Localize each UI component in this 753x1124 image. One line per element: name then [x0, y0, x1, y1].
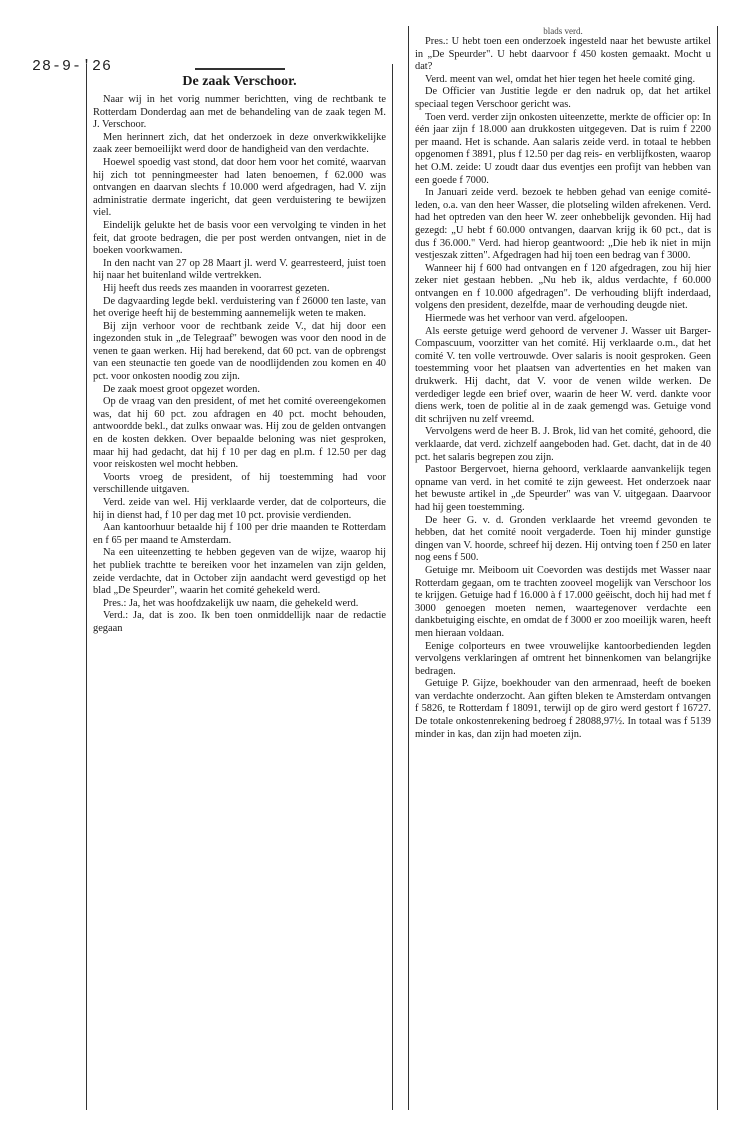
- article-paragraph: De Officier van Justitie legde er den nadruk op, dat het artikel speciaal tegen Verschoor gericht was.: [415, 86, 711, 110]
- article-paragraph: In den nacht van 27 op 28 Maart jl. werd V. gearresteerd, juist toen hij naar het buitenland wilde vertrekken.: [93, 257, 386, 282]
- article-paragraph: Men herinnert zich, dat het onderzoek in deze onverkwikkelijke zaak zeer bemoeilijkt werd door de handigheid van den verdachte.: [93, 131, 386, 156]
- article-paragraph: Na een uiteenzetting te hebben gegeven van de wijze, waarop hij het publiek trachtte te bereiken voor het inzamelen van zijn gelden, zeide verdachte, dat in October zijn aandacht werd gevestigd op het blad „De Speurder", waarin het comité gehekeld werd.: [93, 547, 386, 597]
- article-paragraph: Eindelijk gelukte het de basis voor een vervolging te vinden in het feit, dat groote bedragen, die per post werden ontvangen, niet in de boeken voorkwamen.: [93, 219, 386, 257]
- right-column-body: [415, 36, 711, 741]
- article-paragraph: Verd. zeide van wel. Hij verklaarde verder, dat de colporteurs, die hij in dienst had, f 10 per dag met 10 pct. provisie verdienden.: [93, 497, 386, 521]
- article-paragraph: Hiermede was het verhoor van verd. afgeloopen.: [425, 313, 628, 325]
- article-paragraph: Eenige colporteurs en twee vrouwelijke kantoorbedienden legden vervolgens verklaringen af omtrent het binnenkomen van belangrijke bedragen.: [415, 640, 711, 677]
- article-paragraph: Getuige mr. Meiboom uit Coevorden was destijds met Wasser naar Rotterdam gegaan, om te trachten zooveel mogelijk van Verschoor los te krijgen. Getuige had f 16.000 à f 17.000 geëischt, doch hij had met f 3000 genoegen moeten nemen, waartegenover verdachte een dankbetuiging eischte, en omdat de f 3000 er zoo moeilijk waren, heeft men hieraan voldaan.: [415, 564, 711, 639]
- article-paragraph: Als eerste getuige werd gehoord de vervener J. Wasser uit Barger-Compascuum, voorzitter van het comité. Hij verklaarde o.m., dat het comité V. ten volle vertrouwde. Over salaris is nooit gesproken. Geen toestemming voor het plaatsen van advertenties en het maken van drukwerk. Hij dacht, dat V. voor de venen wilde werken. De verdediger legde een brief over, waarin de heer W. verd. dankte voor diens werk, toen de politie al in de zaak gemengd was. Getuige vond dit schrijven nu zelf vreemd.: [415, 325, 711, 425]
- article-headline: De zaak Verschoor.: [182, 74, 297, 89]
- left-column-body: [93, 94, 386, 636]
- cut-off-line: blads verd.: [543, 26, 583, 34]
- left-column: [86, 64, 393, 1110]
- article-paragraph: De zaak moest groot opgezet worden.: [103, 383, 260, 395]
- article-paragraph: Vervolgens werd de heer B. J. Brok, lid van het comité, gehoord, die verklaarde, dat verd. zichzelf aangeboden had. Get. dacht, dat in de 40 pct. het salaris begrepen zou zijn.: [415, 426, 711, 463]
- article-paragraph: Wanneer hij f 600 had ontvangen en f 120 afgedragen, zou hij hier zeker niet gestaan hebben. „Nu heb ik, aldus verdachte, f 60.000 ontvangen en f 10.000 afgedragen". De verhouding blijft inderdaad, volgens den president, dezelfde, maar de verhouding deugde niet.: [415, 262, 711, 312]
- article-paragraph: Verd. meent van wel, omdat het hier tegen het heele comité ging.: [425, 73, 696, 85]
- article-paragraph: Pastoor Bergervoet, hierna gehoord, verklaarde aanvankelijk tegen opname van verd. in het comité te zijn geweest. Het onderzoek naar het bewuste artikel in „de Speurder" was van V. uitgegaan. Daarvoor had hij geen toestemming.: [415, 464, 711, 513]
- article-paragraph: Verd.: Ja, dat is zoo. Ik ben toen onmiddellijk naar de redactie gegaan: [93, 610, 386, 634]
- article-paragraph: Aan kantoorhuur betaalde hij f 100 per drie maanden te Rotterdam en f 65 per maand te Amsterdam.: [93, 522, 386, 546]
- article-paragraph: In Januari zeide verd. bezoek te hebben gehad van eenige comité-leden, o.a. van den heer Wasser, die plotseling wilden afrekenen. Verd. had het optreden van den heer W. zeer onhebbelijk gevonden. Hij had gezegd: „U hebt f 60.000 ontvangen, daarvan krijg ik 60 pct., dat is dus f 36.000." Verd. had hierop geantwoord: „Die heb ik niet in mijn vestjeszak zitten". Afgedragen had hij toen een bedrag van f 3000.: [415, 187, 711, 262]
- article-paragraph: Voorts vroeg de president, of hij toestemming had voor verschillende uitgaven.: [93, 471, 386, 496]
- article-paragraph: Naar wij in het vorig nummer berichtten, ving de rechtbank te Rotterdam Donderdag aan met de behandeling van de zaak tegen M. J. Verschoor.: [93, 94, 386, 131]
- article-paragraph: De heer G. v. d. Gronden verklaarde het vreemd gevonden te hebben, dat het comité nooit vergaderde. Toen hij minder gunstige dingen van V. hoorde, schreef hij dezen. Hij ontving toen f 250 en later nog eens f 500.: [415, 514, 711, 564]
- clipping-date: 28-9-'26: [32, 58, 113, 75]
- article-paragraph: Toen verd. verder zijn onkosten uiteenzette, merkte de officier op: In één jaar zijn f 18.000 aan drukkosten uitgegeven. Dat is ruim f 2200 per maand. Het is schande. Aan salaris zeide verd. in totaal te hebben opgenomen f 3891, plus f 12.50 per dag reis- en verblijfkosten, waarop het O.M. zeide: U zoudt daar dus eventjes een profijt van hebben van een goede f 7000.: [415, 111, 711, 186]
- right-column: [408, 26, 718, 1110]
- article-paragraph: Pres.: U hebt toen een onderzoek ingesteld naar het bewuste artikel in „De Speurder". U hebt daarvoor f 450 kosten gemaakt. Mocht u dat?: [415, 36, 711, 73]
- article-paragraph: Bij zijn verhoor voor de rechtbank zeide V., dat hij door een ingezonden stuk in „de Telegraaf" bewogen was voor den nood in de venen te gaan werken. Hij had berekend, dat 60 pct. van de opbrengst van een steunactie ten goede van de noodlijdenden zou komen en 40 pct. voor onkosten noodig zou zijn.: [93, 320, 386, 383]
- article-paragraph: Hoewel spoedig vast stond, dat door hem voor het comité, waarvan hij zich tot penningmeester had laten benoemen, f 62.000 was ontvangen en daarvan slechts f 10.000 werd afgedragen, had V. zijn administratie dermate ingericht, dat geen verduistering te bewijzen viel.: [93, 156, 386, 219]
- article-paragraph: Op de vraag van den president, of met het comité overeengekomen was, dat hij 60 pct. zou afdragen en 40 pct. mocht behouden, antwoordde bekl., dat zulks onwaar was. Hij zou de gelden ontvangen en de kosten dekken. Over bepaalde beloning was niet gesproken, maar hij had gedacht, dat hij f 10 per dag en pl.m. f 12.50 per dag voor reiskosten wel mocht hebben.: [93, 396, 386, 471]
- article-paragraph: Pres.: Ja, het was hoofdzakelijk uw naam, die gehekeld werd.: [103, 597, 359, 609]
- article-paragraph: Getuige P. Gijze, boekhouder van den armenraad, heeft de boeken van verdachte onderzocht. Aan giften bleken te Amsterdam ontvangen f 5826, te Rotterdam f 18091, terwijl op de giro werd gestort f 16727. De totale onkostenrekening bedroeg f 28088,97½. In totaal was f 5139 minder in kas, dan zijn had moeten zijn.: [415, 678, 711, 740]
- article-paragraph: De dagvaarding legde bekl. verduistering van f 26000 ten laste, van het overige heeft hij de bestemming aannemelijk weten te maken.: [93, 295, 386, 320]
- headline-rule: [195, 68, 285, 70]
- article-paragraph: Hij heeft dus reeds zes maanden in voorarrest gezeten.: [103, 282, 330, 294]
